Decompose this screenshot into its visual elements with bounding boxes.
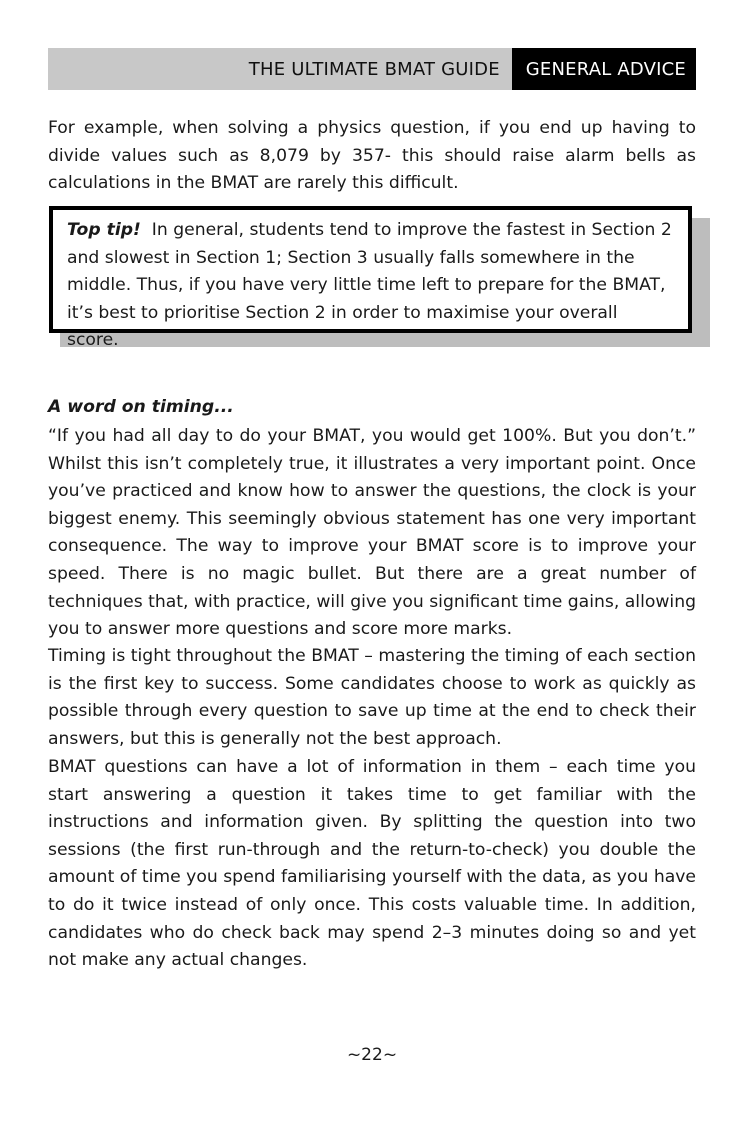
- page-number: ~22~: [346, 1045, 398, 1065]
- book-title: THE ULTIMATE BMAT GUIDE: [48, 48, 512, 90]
- timing-paragraph-3: BMAT questions can have a lot of information in them – each time you start answering a question it takes time to get familiar with the instructions and information given. By splitting the question into two sessions (the first run-through and the return-to-check) you double the amount of time you spend familiarising yourself with the data, as you have to do it twice instead of only once. This costs valuable time. In addition, candidates who do check back may spend 2–3 minutes doing so and yet not make any actual changes.: [48, 757, 696, 971]
- page-header: [48, 48, 696, 90]
- chapter-title: GENERAL ADVICE: [512, 48, 696, 90]
- timing-paragraph-1: “If you had all day to do your BMAT, you would get 100%. But you don’t.” Whilst this isn’t completely true, it illustrates a very important point. Once you’ve practiced and know how to answer the questions, the clock is your biggest enemy. This seemingly obvious statement has one very important consequence. The way to improve your BMAT score is to improve your speed. There is no magic bullet. But there are a great number of techniques that, with practice, will give you significant time gains, allowing you to answer more questions and score more marks.: [48, 426, 696, 640]
- top-tip-label: Top tip!: [67, 220, 141, 240]
- timing-paragraph-2: Timing is tight throughout the BMAT – mastering the timing of each section is the first key to success. Some candidates choose to work as quickly as possible through every question to save up time at the end to check their answers, but this is generally not the best approach.: [48, 646, 696, 749]
- section-heading: A word on timing...: [48, 397, 234, 417]
- intro-paragraph: For example, when solving a physics question, if you end up having to divide values such as 8,079 by 357- this should raise alarm bells as calculations in the BMAT are rarely this difficult.: [48, 118, 696, 194]
- top-tip-box: [49, 206, 692, 351]
- top-tip-text: In general, students tend to improve the fastest in Section 2 and slowest in Section 1; Section 3 usually falls somewhere in the middle. Thus, if you have very little time left to prepare for the BMAT, it’s best to prioritise Section 2 in order to maximise your overall score.: [67, 220, 672, 351]
